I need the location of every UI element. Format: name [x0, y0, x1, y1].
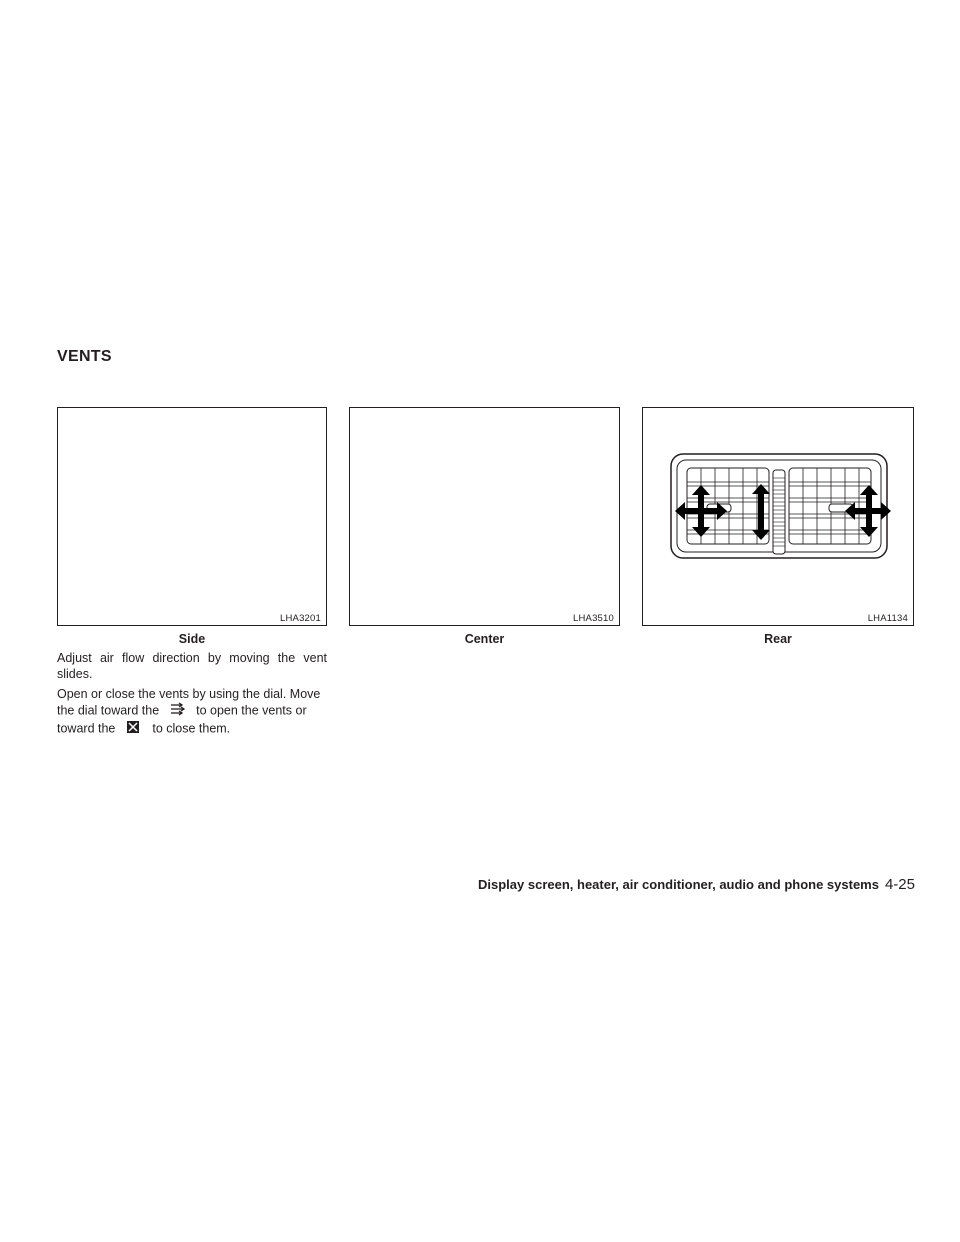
footer-section-title: Display screen, heater, air conditioner, audio and phone systems	[478, 877, 879, 892]
text-line	[57, 702, 327, 720]
page-number: 4-25	[884, 876, 915, 893]
figure-code: LHA3201	[279, 613, 321, 624]
figure-center	[349, 407, 620, 626]
paragraph-open-close	[57, 686, 327, 738]
four-way-arrow-icon	[845, 485, 891, 537]
text-fragment: toward the	[57, 721, 116, 736]
figure-caption-rear: Rear	[764, 632, 792, 646]
section-title: VENTS	[57, 348, 112, 365]
four-way-arrow-icon	[675, 485, 727, 537]
figure-caption-center: Center	[464, 632, 505, 646]
rear-vent-illustration	[663, 448, 895, 563]
vent-open-icon	[165, 702, 191, 720]
text-fragment: the dial toward the	[57, 703, 160, 718]
page-footer	[478, 876, 915, 893]
text-line	[57, 720, 327, 738]
figure-side	[57, 407, 327, 626]
figure-caption-side: Side	[178, 632, 206, 646]
vertical-arrow-icon	[752, 484, 770, 540]
vent-close-icon	[121, 720, 147, 738]
text-fragment: to open the vents or	[196, 703, 307, 718]
figure-code: LHA1134	[867, 613, 908, 624]
figure-rear	[642, 407, 914, 626]
text-fragment: to close them.	[152, 721, 231, 736]
text-line: Open or close the vents by using the dial. Move	[57, 687, 321, 701]
figure-code: LHA3510	[572, 613, 614, 624]
paragraph-adjust-airflow: Adjust air flow direction by moving the vent slides.	[57, 651, 327, 681]
